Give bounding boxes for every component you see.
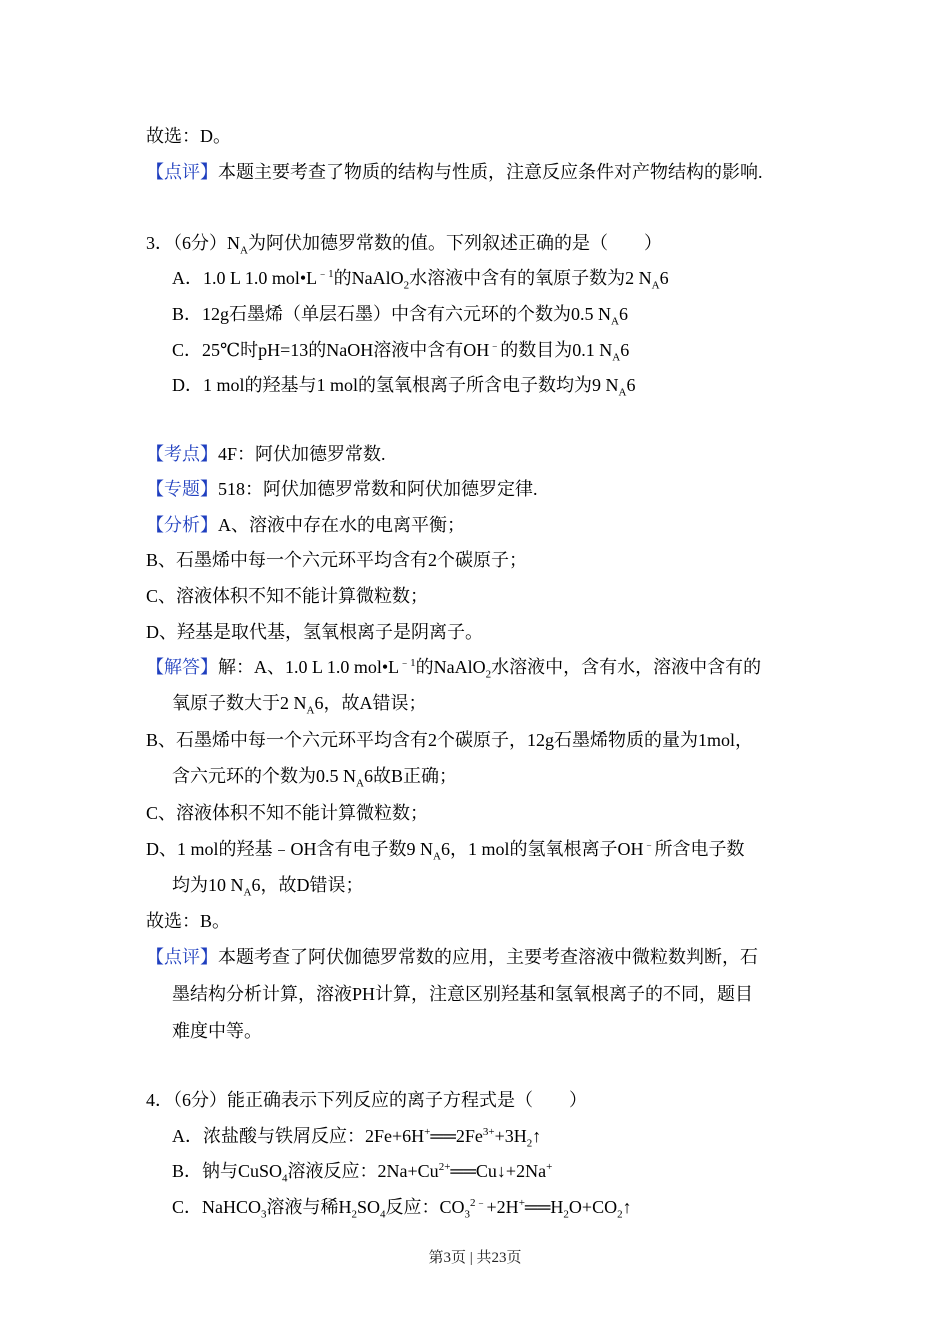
- fenxi-paragraph: 【分析】A、溶液中存在水的电离平衡；: [146, 515, 465, 535]
- fenxi-c: C、溶液体积不知不能计算微粒数；: [146, 586, 429, 606]
- jieda-d-line2: 均为10 $N_A6$，故D错误；: [172, 875, 364, 899]
- question-3-option-a: A．1.0 L 1.0 $mol•L^{﹣1}$的NaAlO$_2$水溶液中含有的氧原子数为2 $N_A6$: [172, 268, 669, 292]
- comment-tag: 【点评】: [146, 162, 218, 182]
- jieda-d-line1: D、1 mol的羟基﹣OH含有电子数9 $N_A6$，1 mol的氢氧根离子OH﹣所含电子数: [146, 839, 745, 863]
- zhuanti-paragraph: 【专题】518：阿伏加德罗常数和阿伏加德罗定律.: [146, 479, 538, 499]
- jieda-b-line1: B、石墨烯中每一个六元环平均含有2个碳原子，12g石墨烯物质的量为1mol，: [146, 730, 754, 750]
- comment-text: 本题主要考查了物质的结构与性质，注意反应条件对产物结构的影响.: [218, 162, 763, 182]
- dianping-line3: 难度中等。: [172, 1021, 262, 1041]
- question-4-option-a: A．浓盐酸与铁屑反应：$2Fe+6H^+══2Fe^{3+}+3H_2↑$: [172, 1126, 542, 1150]
- kaodian-paragraph: 【考点】4F：阿伏加德罗常数.: [146, 444, 386, 464]
- jieda-paragraph: 【解答】解：A、1.0 L 1.0 $mol•L^{﹣1}$的NaAlO$_2$水溶液中，含有水，溶液中含有的: [146, 657, 762, 681]
- fenxi-tag: 【分析】: [146, 515, 218, 535]
- fenxi-d: D、羟基是取代基，氢氧根离子是阴离子。: [146, 622, 483, 642]
- jieda-a-line2: 氧原子数大于2 $N_A6$，故A错误；: [172, 693, 427, 717]
- question-3-option-c: C．25℃时pH=13的NaOH溶液中含有OH﹣的数目为0.1 $N_A6$: [172, 340, 630, 364]
- jieda-c: C、溶液体积不知不能计算微粒数；: [146, 803, 429, 823]
- comment-paragraph: [146, 161, 763, 183]
- kaodian-tag: 【考点】: [146, 444, 218, 464]
- dianping-tag: 【点评】: [146, 947, 218, 967]
- question-3-option-b: B．12g石墨烯（单层石墨）中含有六元环的个数为0.5 $N_A6$: [172, 304, 628, 328]
- conclusion-d: 故选：D。: [146, 126, 231, 146]
- jieda-tag: 【解答】: [146, 657, 218, 677]
- question-4-option-c: C．NaHCO$_3$溶液与稀$H_2SO_4$反应：$CO_3^{2﹣}+2H^+══H_2O+CO_2↑$: [172, 1197, 632, 1221]
- question-4-stem: 4．（6分）能正确表示下列反应的离子方程式是（ ）: [146, 1090, 587, 1110]
- zhuanti-tag: 【专题】: [146, 479, 218, 499]
- jieda-b-line2: 含六元环的个数为0.5 $N_A6$故B正确；: [172, 766, 457, 790]
- fenxi-b: B、石墨烯中每一个六元环平均含有2个碳原子；: [146, 550, 528, 570]
- page-footer: 第3页 | 共23页: [428, 1250, 522, 1266]
- conclusion-b: 故选：B。: [146, 911, 231, 931]
- question-4-option-b: B．钠与CuSO$_4$溶液反应：$2Na+Cu^{2+}══Cu↓+2Na^+$: [172, 1161, 553, 1185]
- question-3-stem: 3．（6分）$N_A$为阿伏加德罗常数的值。下列叙述正确的是（ ）: [146, 233, 662, 257]
- dianping-line2: 墨结构分析计算，溶液PH计算，注意区别羟基和氢氧根离子的不同，题目: [172, 984, 754, 1004]
- dianping-paragraph: 【点评】本题考查了阿伏伽德罗常数的应用，主要考查溶液中微粒数判断，石: [146, 947, 758, 967]
- question-3-option-d: D．1 mol的羟基与1 mol的氢氧根离子所含电子数均为9 $N_A6$: [172, 375, 636, 399]
